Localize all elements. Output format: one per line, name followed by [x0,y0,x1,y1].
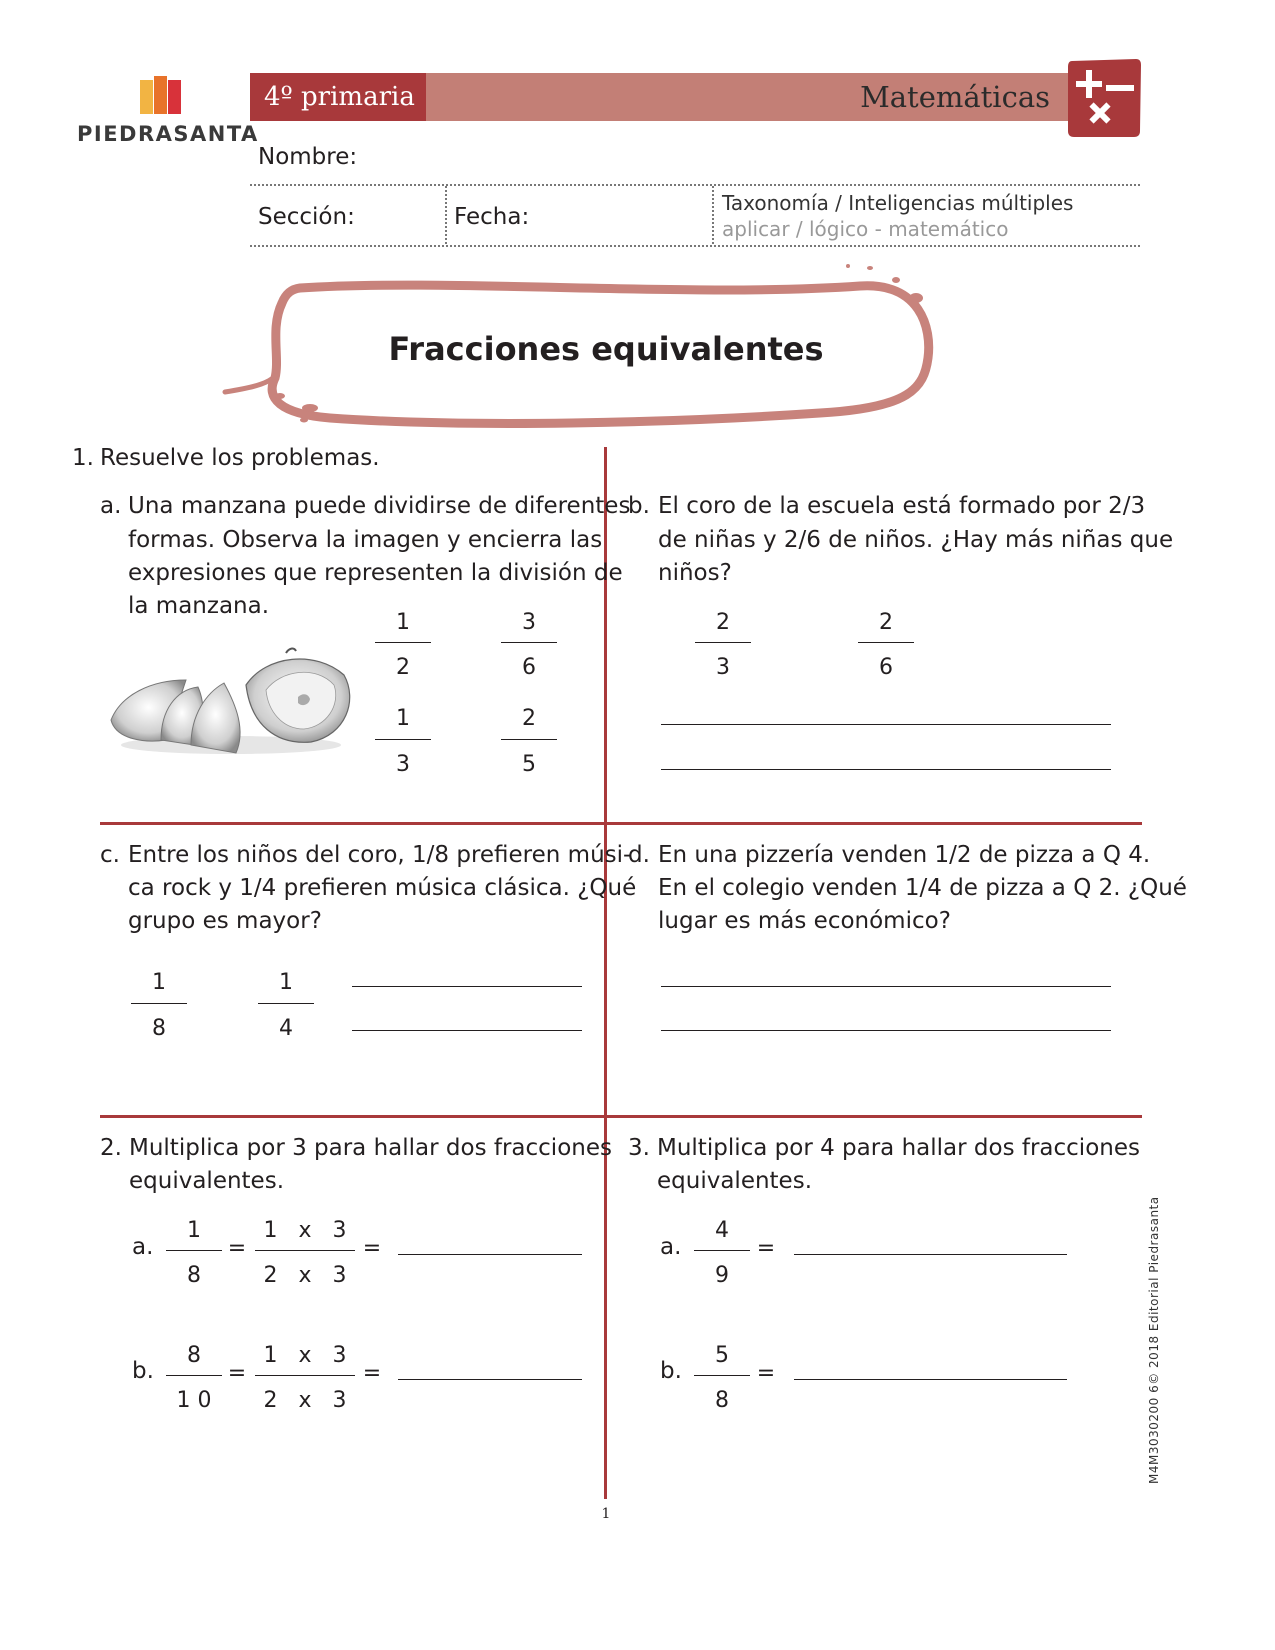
problem-text: niños? [658,560,732,586]
question-number: 1. [72,445,94,471]
answer-line[interactable] [661,769,1111,770]
item-letter: b. [628,493,650,519]
fraction-bar [255,1250,355,1251]
numerator: 1 [396,610,410,635]
question-number: 3. [628,1135,650,1161]
publisher-name: PIEDRASANTA [77,122,259,146]
divider [250,184,1140,186]
page-number: 1 [601,1506,611,1522]
problem-text: ca rock y 1/4 prefieren música clásica. ¿Qué [128,875,637,901]
numerator: 2 [522,706,536,731]
denominator: 2 [396,655,410,680]
denominator: 6 [522,655,536,680]
denominator: 8 [187,1263,201,1288]
fraction-bar [258,1003,314,1004]
multiplier-denominator: 2 x 3 [263,1388,347,1413]
answer-line[interactable] [398,1254,582,1255]
numerator: 8 [187,1343,201,1368]
answer-line[interactable] [352,986,582,987]
question-text: Multiplica por 4 para hallar dos fracciones [657,1135,1140,1161]
question-text: equivalentes. [129,1168,285,1194]
answer-line[interactable] [794,1254,1067,1255]
taxonomy-value: aplicar / lógico - matemático [722,217,1009,241]
worksheet-title: Fracciones equivalentes [388,330,824,368]
divider [445,186,447,244]
answer-line[interactable] [352,1030,582,1031]
item-letter: b. [132,1358,154,1384]
problem-text: lugar es más económico? [658,908,951,934]
problem-text: grupo es mayor? [128,908,322,934]
publisher-logo-icon [138,74,184,116]
numerator: 3 [522,610,536,635]
answer-line[interactable] [661,986,1111,987]
question-text: Multiplica por 3 para hallar dos fracciones [129,1135,612,1161]
denominator: 8 [152,1016,166,1041]
fraction-bar [375,642,431,643]
multiplier-numerator: 1 x 3 [263,1343,347,1368]
answer-line[interactable] [661,724,1111,725]
problem-text: formas. Observa la imagen y encierra las [128,527,603,553]
copyright-notice: M4M3030200 6© 2018 Editorial Piedrasanta [1147,1196,1161,1484]
numerator: 1 [187,1218,201,1243]
multiplier-numerator: 1 x 3 [263,1218,347,1243]
denominator: 3 [396,752,410,777]
seccion-label: Sección: [258,204,355,230]
fraction-bar [694,1375,750,1376]
subject-title: Matemáticas [860,80,1050,114]
equals-sign: = [756,1361,776,1386]
numerator: 4 [715,1218,729,1243]
fecha-label: Fecha: [454,204,530,230]
fraction-bar [166,1375,222,1376]
column-divider [604,447,607,1499]
problem-text: El coro de la escuela está formado por 2/3 [658,493,1146,519]
row-divider [100,822,1142,825]
item-letter: a. [660,1234,682,1260]
answer-line[interactable] [794,1379,1067,1380]
row-divider [100,1115,1142,1118]
equals-sign: = [756,1236,776,1261]
fraction-bar [695,642,751,643]
problem-text: Una manzana puede dividirse de diferentes [128,493,631,519]
problem-text: En el colegio venden 1/4 de pizza a Q 2. ¿Qué [658,875,1187,901]
question-text: equivalentes. [657,1168,813,1194]
problem-text: En una pizzería venden 1/2 de pizza a Q 4. [658,842,1151,868]
fraction-bar [131,1003,187,1004]
fraction-bar [375,739,431,740]
fraction-bar [501,739,557,740]
problem-text: Entre los niños del coro, 1/8 prefieren músi- [128,842,632,868]
grade-badge: 4º primaria [250,73,426,121]
numerator: 1 [396,706,410,731]
numerator: 2 [879,610,893,635]
question-text: Resuelve los problemas. [100,445,380,471]
answer-line[interactable] [398,1379,582,1380]
fraction-bar [166,1250,222,1251]
problem-text: la manzana. [128,593,270,619]
math-operations-icon [1066,57,1142,139]
apple-slices-icon [106,645,356,760]
divider [712,186,714,244]
fraction-bar [255,1375,355,1376]
question-number: 2. [100,1135,122,1161]
item-letter: c. [100,842,120,868]
fraction-bar [501,642,557,643]
equals-sign: = [362,1361,382,1386]
numerator: 2 [716,610,730,635]
denominator: 9 [715,1263,729,1288]
equals-sign: = [227,1361,247,1386]
item-letter: b. [660,1358,682,1384]
problem-text: expresiones que representen la división de [128,560,623,586]
fraction-bar [694,1250,750,1251]
denominator: 6 [879,655,893,680]
denominator: 3 [716,655,730,680]
equals-sign: = [227,1236,247,1261]
item-letter: a. [132,1234,154,1260]
numerator: 1 [152,970,166,995]
denominator: 4 [279,1016,293,1041]
fraction-bar [858,642,914,643]
numerator: 1 [279,970,293,995]
equals-sign: = [362,1236,382,1261]
item-letter: d. [628,842,650,868]
denominator: 8 [715,1388,729,1413]
numerator: 5 [715,1343,729,1368]
multiplier-denominator: 2 x 3 [263,1263,347,1288]
answer-line[interactable] [661,1030,1111,1031]
item-letter: a. [100,493,122,519]
denominator: 1 0 [176,1388,212,1413]
denominator: 5 [522,752,536,777]
nombre-label: Nombre: [258,144,358,170]
problem-text: de niñas y 2/6 de niños. ¿Hay más niñas que [658,527,1174,553]
divider [250,245,1140,247]
taxonomy-title: Taxonomía / Inteligencias múltiples [722,191,1074,215]
